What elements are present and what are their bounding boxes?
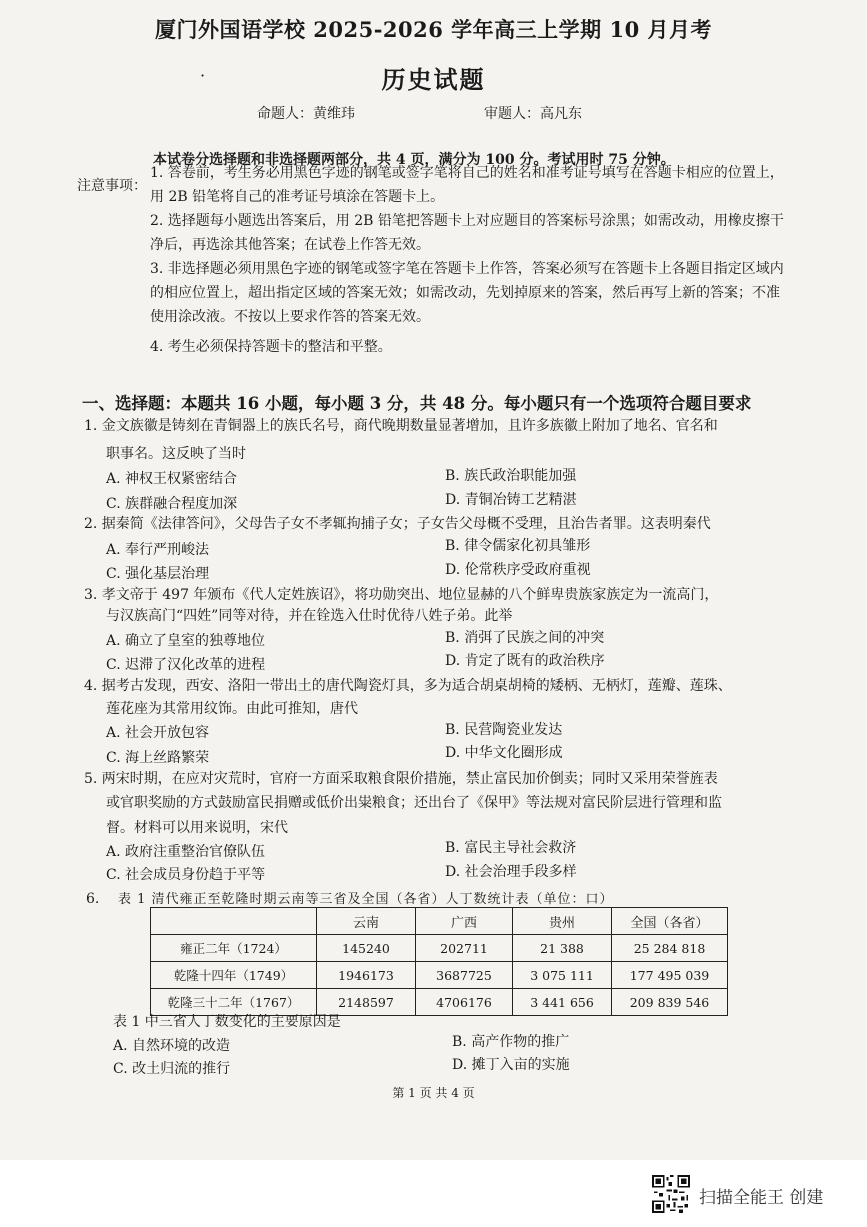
subject-title: 历史试题 [381, 65, 486, 94]
note-2-text: 2. 选择题每小题选出答案后，用 2B 铅笔把答题卡上对应题目的答案标号涂黑；如需改动，用橡皮擦干净后，再选涂其他答案；在试卷上作答无效。 [150, 213, 784, 253]
q5-option-c: C. 社会成员身份趋于平等 [106, 867, 266, 883]
table-cell: 145240 [317, 935, 416, 962]
table-header-cell: 云南 [317, 908, 416, 935]
q2-option-b: B. 律令儒家化初具雏形 [445, 538, 591, 554]
q4-line-1: 4. 据考古发现，西安、洛阳一带出土的唐代陶瓷灯具，多为适合胡桌胡椅的矮柄、无柄灯，莲瓣、莲珠、 [84, 678, 732, 694]
q4-line-2: 莲花座为其常用纹饰。由此可推知，唐代 [106, 701, 358, 717]
q4-option-b: B. 民营陶瓷业发达 [445, 722, 563, 738]
q5-line-1: 5. 两宋时期，在应对灾荒时，官府一方面采取粮食限价措施，禁止富民加价倒卖；同时又采用荣誉旌表 [84, 771, 718, 787]
q6-option-a: A. 自然环境的改造 [113, 1038, 231, 1054]
q5-line-2: 或官职奖励的方式鼓励富民捐赠或低价出粜粮食；还出台了《保甲》等法规对富民阶层进行管理和监 [106, 795, 722, 811]
stray-mark: · [200, 66, 206, 85]
q1-option-c: C. 族群融合程度加深 [106, 496, 238, 512]
table-cell: 202711 [416, 935, 513, 962]
table-cell: 雍正二年（1724） [151, 935, 317, 962]
q1-option-d: D. 青铜冶铸工艺精湛 [445, 492, 577, 508]
reviewer-line: 审题人：高凡东 [484, 106, 582, 122]
q6-number: 6. [86, 891, 100, 907]
table-cell: 3687725 [416, 962, 513, 989]
q5-option-b: B. 富民主导社会救济 [445, 840, 577, 856]
section-heading: 一、选择题：本题共 16 小题，每小题 3 分，共 48 分。每小题只有一个选项符合题目要求 [82, 394, 752, 413]
note-3 [150, 257, 790, 329]
table-row [151, 935, 728, 962]
q3-option-d: D. 肯定了既有的政治秩序 [445, 653, 605, 669]
note-4 [150, 335, 790, 359]
q1-line-1: 1. 金文族徽是铸刻在青铜器上的族氏名号，商代晚期数量显著增加，且许多族徽上附加了地名、官名和 [84, 418, 718, 434]
table-cell: 3 075 111 [513, 962, 612, 989]
q5-line-3: 督。材料可以用来说明，宋代 [106, 820, 288, 836]
table-header-row [151, 908, 728, 935]
table-cell: 209 839 546 [612, 989, 728, 1016]
q2-option-c: C. 强化基层治理 [106, 566, 210, 582]
note-2 [150, 209, 790, 257]
table-cell: 25 284 818 [612, 935, 728, 962]
author-line: 命题人：黄维玮 [257, 106, 355, 122]
notes-label: 注意事项： [77, 178, 147, 194]
table-row [151, 962, 728, 989]
page-number: 第 1 页 共 4 页 [392, 1086, 475, 1100]
table-cell: 1946173 [317, 962, 416, 989]
table-header-cell: 贵州 [513, 908, 612, 935]
note-4-text: 4. 考生必须保持答题卡的整洁和平整。 [150, 339, 392, 355]
table-header-cell [151, 908, 317, 935]
q3-option-a: A. 确立了皇室的独尊地位 [106, 633, 266, 649]
q6-stem: 表 1 中三省人丁数变化的主要原因是 [113, 1014, 341, 1030]
table-header-cell: 广西 [416, 908, 513, 935]
population-table [150, 907, 728, 1016]
q6-option-c: C. 改土归流的推行 [113, 1061, 231, 1077]
q4-option-c: C. 海上丝路繁荣 [106, 750, 210, 766]
q5-option-d: D. 社会治理手段多样 [445, 864, 577, 880]
q4-option-d: D. 中华文化圈形成 [445, 745, 563, 761]
q5-option-a: A. 政府注重整治官僚队伍 [106, 844, 266, 860]
note-1-text: 1. 答卷前，考生务必用黑色字迹的钢笔或签字笔将自己的姓名和准考证号填写在答题卡相应的位置上，用 2B 铅笔将自己的准考证号填涂在答题卡上。 [150, 165, 784, 205]
q3-line-2: 与汉族高门“四姓”同等对待，并在铨选入仕时优待八姓子弟。此举 [106, 608, 513, 624]
q1-line-2: 职事名。这反映了当时 [106, 446, 246, 462]
qr-code-icon [652, 1175, 690, 1213]
q6-option-b: B. 高产作物的推广 [452, 1034, 570, 1050]
table-cell: 3 441 656 [513, 989, 612, 1016]
q4-option-a: A. 社会开放包容 [106, 725, 210, 741]
table-header-cell: 全国（各省） [612, 908, 728, 935]
table-cell: 21 388 [513, 935, 612, 962]
q2-option-a: A. 奉行严刑峻法 [106, 542, 210, 558]
table-cell: 4706176 [416, 989, 513, 1016]
q2-option-d: D. 伦常秩序受政府重视 [445, 562, 591, 578]
q1-option-b: B. 族氏政治职能加强 [445, 468, 577, 484]
q6-option-d: D. 摊丁入亩的实施 [452, 1057, 570, 1073]
table-cell: 177 495 039 [612, 962, 728, 989]
exam-intro: 本试卷分选择题和非选择题两部分，共 4 页，满分为 100 分。考试用时 75 分钟。 [153, 152, 675, 168]
table-cell: 2148597 [317, 989, 416, 1016]
q3-option-b: B. 消弭了民族之间的冲突 [445, 630, 605, 646]
exam-title: 厦门外国语学校 2025-2026 学年高三上学期 10 月月考 [154, 17, 713, 42]
table-cell: 乾隆十四年（1749） [151, 962, 317, 989]
q2-line-1: 2. 据秦简《法律答问》，父母告子女不孝辄拘捕子女；子女告父母概不受理，且治告者罪。这表明秦代 [84, 516, 711, 532]
table-caption: 表 1 清代雍正至乾隆时期云南等三省及全国（各省）人丁数统计表（单位：口） [118, 892, 614, 907]
note-3-text: 3. 非选择题必须用黑色字迹的钢笔或签字笔在答题卡上作答，答案必须写在答题卡上各题目指定区域内的相应位置上，超出指定区域的答案无效；如需改动，先划掉原来的答案，然后再写上新的答案；不准使用涂改液。不按以上要求作答的答案无效。 [150, 261, 784, 325]
q3-option-c: C. 迟滞了汉化改革的进程 [106, 657, 266, 673]
q3-line-1: 3. 孝文帝于 497 年颁布《代人定姓族诏》，将功勋突出、地位显赫的八个鲜卑贵族家族定为一流高门， [84, 587, 719, 603]
scanner-brand: 扫描全能王 创建 [699, 1188, 824, 1208]
table-cell: 乾隆三十二年（1767） [151, 989, 317, 1016]
q1-option-a: A. 神权王权紧密结合 [106, 471, 238, 487]
note-1 [150, 161, 790, 209]
